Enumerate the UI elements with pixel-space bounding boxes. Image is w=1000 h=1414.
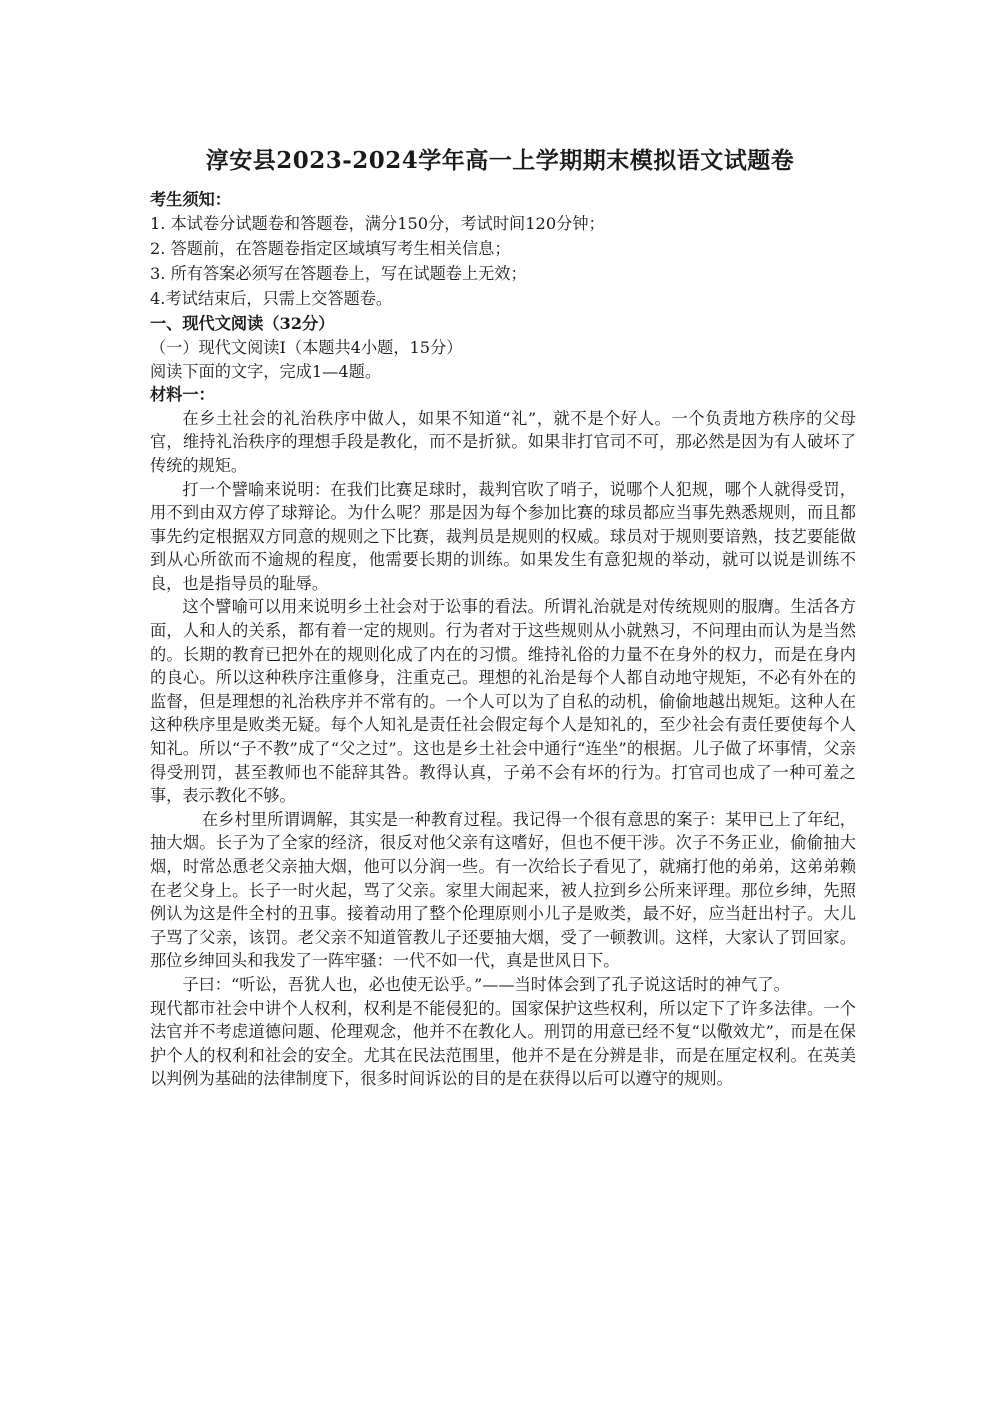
material-paragraph: 打一个譬喻来说明：在我们比赛足球时，裁判官吹了哨子，说哪个人犯规，哪个人就得受罚，用不到由双方停了球辩论。为什么呢？那是因为每个参加比赛的球员都应当事先熟悉规则，而且都事先约定根据双方同意的规则之下比赛，裁判员是规则的权威。球员对于规则要谙熟，技艺要能做到从心所欲而不逾规的程度，他需要长期的训练。如果发生有意犯规的举动，就可以说是训练不良，也是指导员的耻辱。	[150, 479, 856, 593]
material-paragraph: 子曰：“听讼，吾犹人也，必也使无讼乎。”——当时体会到了孔子说这话时的神气了。	[182, 974, 790, 994]
material-paragraph: 在乡村里所谓调解，其实是一种教育过程。我记得一个很有意思的案子：某甲已上了年纪，抽大烟。长子为了全家的经济，很反对他父亲有这嗜好，但也不便干涉。次子不务正业，偷偷抽大烟，时常怂恿老父亲抽大烟，他可以分润一些。有一次给长子看见了，就痛打他的弟弟，这弟弟赖在老父身上。长子一时火起，骂了父亲。家里大闹起来，被人拉到乡公所来评理。那位乡绅，先照例认为这是件全村的丑事。接着动用了整个伦理原则小儿子是败类，最不好，应当赶出村子。大儿子骂了父亲，该罚。老父亲不知道管教儿子还要抽大烟，受了一顿教训。这样，大家认了罚回家。那位乡绅回头和我发了一阵牢骚：一代不如一代，真是世风日下。	[150, 809, 856, 971]
material-paragraph: 现代都市社会中讲个人权利，权利是不能侵犯的。国家保护这些权利，所以定下了许多法律。一个法官并不考虑道德问题、伦理观念，他并不在教化人。刑罚的用意已经不复“以儆效尤”，而是在保护个人的权利和社会的安全。尤其在民法范围里，他并不是在分辨是非，而是在厘定权利。在英美以判例为基础的法律制度下，很多时间诉讼的目的是在获得以后可以遵守的规则。	[150, 998, 856, 1089]
notice-heading: 考生须知：	[150, 190, 231, 209]
notice-item: 2. 答题前，在答题卷指定区域填写考生相关信息；	[150, 238, 511, 258]
notice-item: 1. 本试卷分试题卷和答题卷，满分150分，考试时间120分钟；	[150, 213, 605, 233]
notice-item: 4.考试结束后，只需上交答题卷。	[150, 289, 393, 309]
section-heading: 一、现代文阅读（32分）	[150, 314, 335, 334]
section-instruction: 阅读下面的文字，完成1—4题。	[150, 361, 382, 381]
exam-content	[150, 188, 856, 1091]
notice-item: 3. 所有答案必须写在答题卷上，写在试题卷上无效；	[150, 263, 527, 283]
notice-list	[150, 212, 856, 311]
material-label: 材料一：	[150, 385, 215, 405]
material-paragraph: 在乡土社会的礼治秩序中做人，如果不知道“礼”，就不是个好人。一个负责地方秩序的父母官，维持礼治秩序的理想手段是教化，而不是折狱。如果非打官司不可，那必然是因为有人破坏了传统的规矩。	[150, 408, 856, 475]
exam-title: 淳安县2023-2024学年高一上学期期末模拟语文试题卷	[205, 147, 795, 174]
material-paragraph: 这个譬喻可以用来说明乡土社会对于讼事的看法。所谓礼治就是对传统规则的服膺。生活各方面，人和人的关系，都有着一定的规则。行为者对于这些规则从小就熟习，不问理由而认为是当然的。长期的教育已把外在的规则化成了内在的习惯。维持礼俗的力量不在身外的权力，而是在身内的良心。所以这种秩序注重修身，注重克己。理想的礼治是每个人都自动地守规矩，不必有外在的监督，但是理想的礼治秩序并不常有的。一个人可以为了自私的动机，偷偷地越出规矩。这种人在这种秩序里是败类无疑。每个人知礼是责任社会假定每个人是知礼的，至少社会有责任要使每个人知礼。所以“子不教”成了“父之过”。这也是乡土社会中通行“连坐”的根据。儿子做了坏事情，父亲得受刑罚，甚至教师也不能辞其咎。教得认真，子弟不会有坏的行为。打官司也成了一种可羞之事，表示教化不够。	[150, 597, 856, 806]
section-subheading: （一）现代文阅读Ⅰ（本题共4小题，15分）	[150, 337, 463, 357]
